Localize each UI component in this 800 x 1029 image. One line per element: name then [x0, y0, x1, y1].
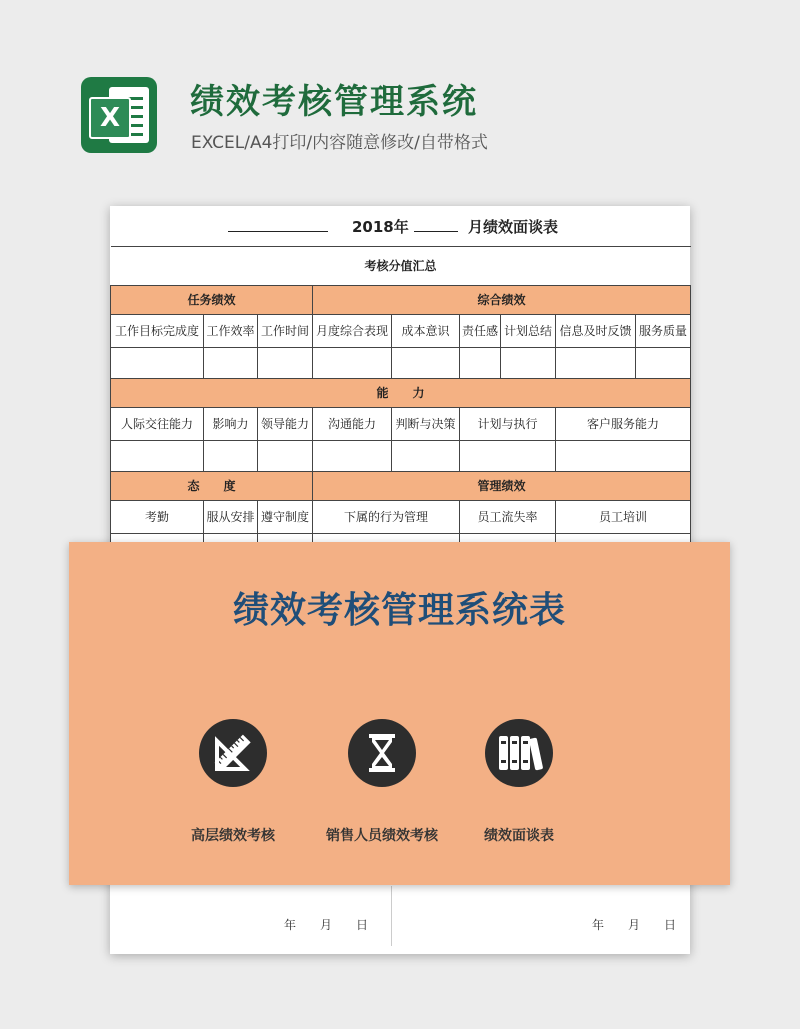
feature-label: 绩效面谈表 — [484, 828, 554, 844]
score-cell[interactable] — [258, 441, 313, 472]
col-attendance: 考勤 — [111, 501, 204, 534]
col-turnover-rate: 员工流失率 — [460, 501, 556, 534]
col-info-feedback: 信息及时反馈 — [556, 315, 636, 348]
section-attitude: 态 度 — [111, 472, 313, 501]
footer-divider — [391, 886, 392, 946]
attitude-labels-row — [111, 501, 691, 534]
summary-row — [111, 247, 691, 286]
col-compliance: 遵守制度 — [258, 501, 313, 534]
col-goal-completion: 工作目标完成度 — [111, 315, 204, 348]
col-planning-execution: 计划与执行 — [460, 408, 556, 441]
form-header — [110, 206, 690, 246]
score-row — [111, 348, 691, 379]
binders-icon — [485, 719, 553, 787]
score-cell[interactable] — [313, 441, 392, 472]
section-management: 管理绩效 — [313, 472, 691, 501]
section-row-attitude — [111, 472, 691, 501]
col-monthly-performance: 月度综合表现 — [313, 315, 392, 348]
score-cell[interactable] — [111, 348, 204, 379]
col-judgement: 判断与决策 — [392, 408, 460, 441]
form-title: 月绩效面谈表 — [468, 218, 559, 236]
signature-footer — [110, 886, 690, 954]
score-cell[interactable] — [501, 348, 556, 379]
form-year: 2018年 — [352, 218, 409, 236]
ability-labels-row — [111, 408, 691, 441]
score-row — [111, 441, 691, 472]
score-cell[interactable] — [636, 348, 691, 379]
score-cell[interactable] — [460, 348, 501, 379]
score-cell[interactable] — [313, 348, 392, 379]
ruler-triangle-icon — [199, 719, 267, 787]
score-cell[interactable] — [204, 441, 258, 472]
feature-interview-form[interactable] — [434, 719, 604, 845]
hourglass-icon — [348, 719, 416, 787]
col-obedience: 服从安排 — [204, 501, 258, 534]
score-cell[interactable] — [392, 441, 460, 472]
col-staff-training: 员工培训 — [556, 501, 691, 534]
section-task-performance: 任务绩效 — [111, 286, 313, 315]
col-subordinate-management: 下属的行为管理 — [313, 501, 460, 534]
date-right: 年 月 日 — [592, 918, 677, 932]
section-overall-performance: 综合绩效 — [313, 286, 691, 315]
col-efficiency: 工作效率 — [204, 315, 258, 348]
feature-label: 销售人员绩效考核 — [326, 828, 438, 844]
col-service-quality: 服务质量 — [636, 315, 691, 348]
col-leadership: 领导能力 — [258, 408, 313, 441]
name-blank-line — [228, 231, 328, 232]
evaluation-table — [110, 246, 691, 565]
col-interpersonal: 人际交往能力 — [111, 408, 204, 441]
score-cell[interactable] — [460, 441, 556, 472]
feature-executive-review[interactable] — [148, 719, 318, 845]
score-cell[interactable] — [111, 441, 204, 472]
score-cell[interactable] — [556, 441, 691, 472]
col-plan-summary: 计划总结 — [501, 315, 556, 348]
panel-title: 绩效考核管理系统表 — [232, 590, 566, 631]
month-blank-line — [414, 231, 458, 232]
feature-label: 高层绩效考核 — [191, 828, 275, 844]
feature-panel — [69, 542, 730, 885]
section-ability: 能 力 — [111, 379, 691, 408]
page-subtitle: EXCEL/A4打印/内容随意修改/自带格式 — [191, 133, 488, 153]
page-title: 绩效考核管理系统 — [190, 82, 478, 122]
column-labels-row — [111, 315, 691, 348]
score-cell[interactable] — [556, 348, 636, 379]
date-left: 年 月 日 — [284, 918, 369, 932]
summary-title: 考核分值汇总 — [111, 247, 691, 286]
col-work-time: 工作时间 — [258, 315, 313, 348]
score-cell[interactable] — [258, 348, 313, 379]
excel-x-badge: X — [89, 97, 131, 139]
excel-logo-icon — [81, 77, 157, 153]
col-responsibility: 责任感 — [460, 315, 501, 348]
col-customer-service: 客户服务能力 — [556, 408, 691, 441]
col-influence: 影响力 — [204, 408, 258, 441]
col-cost-awareness: 成本意识 — [392, 315, 460, 348]
score-cell[interactable] — [392, 348, 460, 379]
section-row-ability — [111, 379, 691, 408]
section-row-task — [111, 286, 691, 315]
score-cell[interactable] — [204, 348, 258, 379]
col-communication: 沟通能力 — [313, 408, 392, 441]
